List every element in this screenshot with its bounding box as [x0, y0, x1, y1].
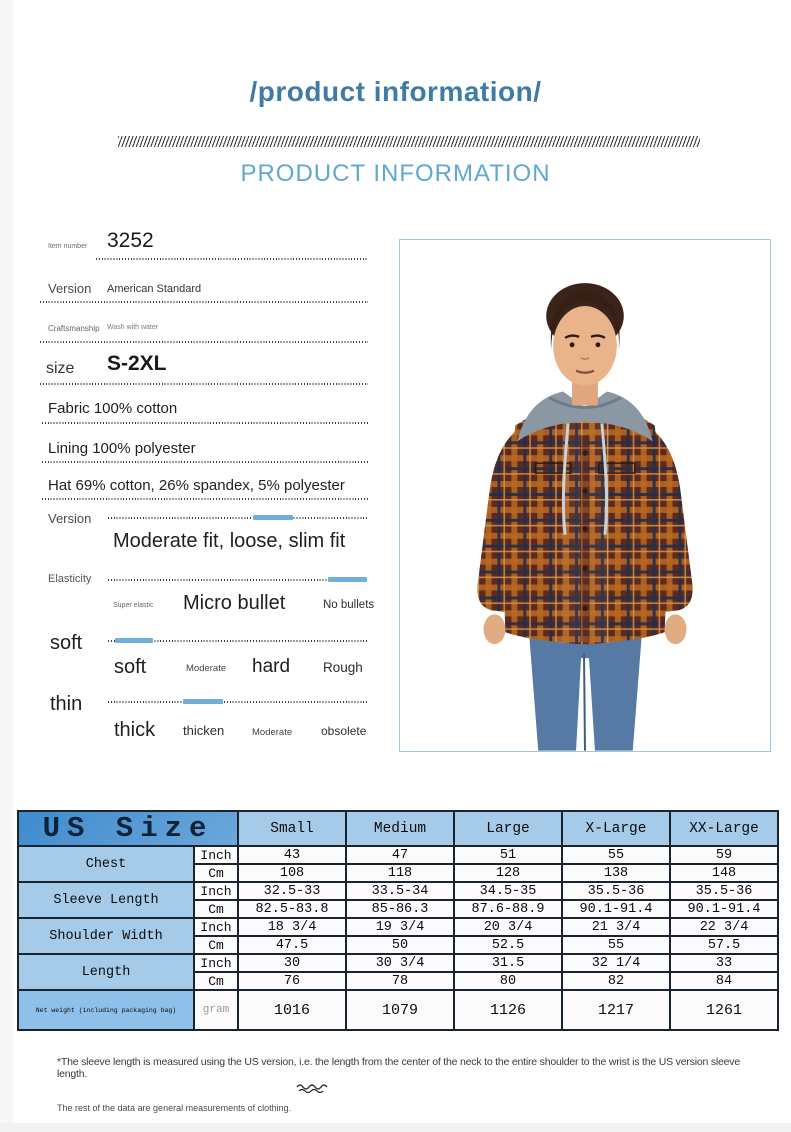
column-header-large: Large — [454, 811, 562, 846]
item-number-label: Item number — [48, 243, 88, 250]
softness-option-moderate: Moderate — [186, 663, 227, 674]
unit-cell: Inch — [194, 882, 238, 900]
thickness-option-thick: thick — [114, 719, 156, 741]
value-cell: 76 — [238, 972, 346, 990]
value-cell: 84 — [670, 972, 778, 990]
value-cell: 30 3/4 — [346, 954, 454, 972]
unit-cell: Cm — [194, 900, 238, 918]
table-header-row — [18, 811, 778, 846]
divider-line — [96, 258, 368, 260]
value-cell: 90.1-91.4 — [670, 900, 778, 918]
unit-cell: Cm — [194, 936, 238, 954]
column-header-medium: Medium — [346, 811, 454, 846]
table-row — [18, 954, 778, 972]
value-cell: 1126 — [454, 990, 562, 1030]
size-label: size — [46, 360, 75, 377]
hat-line: Hat 69% cotton, 26% spandex, 5% polyester — [48, 477, 345, 494]
product-photo — [399, 239, 771, 752]
unit-cell: Cm — [194, 972, 238, 990]
divider-line — [42, 461, 368, 463]
value-cell: 148 — [670, 864, 778, 882]
unit-cell: Inch — [194, 918, 238, 936]
value-cell: 108 — [238, 864, 346, 882]
craftsmanship-label: Craftsmanship — [48, 324, 100, 333]
value-cell: 55 — [562, 936, 670, 954]
softness-slider-indicator — [115, 638, 153, 643]
thickness-slider-indicator — [183, 699, 223, 704]
value-cell: 82 — [562, 972, 670, 990]
table-row — [18, 990, 778, 1030]
value-cell: 22 3/4 — [670, 918, 778, 936]
softness-slider-track — [108, 640, 368, 642]
elasticity-slider-track — [108, 579, 368, 581]
unit-cell: Inch — [194, 846, 238, 864]
page-subtitle: PRODUCT INFORMATION — [240, 160, 551, 187]
fabric-line: Fabric 100% cotton — [48, 400, 178, 417]
column-header-small: Small — [238, 811, 346, 846]
softness-option-soft: soft — [114, 656, 147, 678]
bottom-edge-strip — [0, 1123, 791, 1132]
elasticity-label: Elasticity — [48, 573, 92, 585]
fit-slider-track — [108, 517, 368, 519]
value-cell: 47 — [346, 846, 454, 864]
thickness-option-moderate: Moderate — [252, 727, 293, 738]
row-label-length: Length — [18, 954, 194, 990]
us-size-table — [17, 810, 779, 1031]
fit-slider-label: Version — [48, 511, 92, 526]
unit-cell: Cm — [194, 864, 238, 882]
table-row — [18, 918, 778, 936]
row-label-shoulder-width: Shoulder Width — [18, 918, 194, 954]
divider-line — [40, 341, 368, 343]
unit-cell: gram — [194, 990, 238, 1030]
page-title: /product information/ — [249, 76, 542, 107]
thickness-slider-track — [108, 701, 368, 703]
value-cell: 32 1/4 — [562, 954, 670, 972]
divider-line — [42, 422, 368, 424]
value-cell: 35.5-36 — [670, 882, 778, 900]
value-cell: 30 — [238, 954, 346, 972]
value-cell: 33 — [670, 954, 778, 972]
elasticity-option-no-bullets: No bullets — [323, 599, 375, 611]
divider-line — [40, 383, 368, 385]
slash-divider — [118, 136, 700, 147]
divider-line — [40, 301, 368, 303]
value-cell: 1079 — [346, 990, 454, 1030]
value-cell: 31.5 — [454, 954, 562, 972]
thickness-option-obsolete: obsolete — [321, 724, 367, 738]
fit-slider-indicator — [253, 515, 293, 520]
value-cell: 50 — [346, 936, 454, 954]
divider-line — [42, 498, 368, 500]
value-cell: 51 — [454, 846, 562, 864]
fit-value: Moderate fit, loose, slim fit — [113, 530, 346, 552]
column-header-x-large: X-Large — [562, 811, 670, 846]
elasticity-option-micro-bullet: Micro bullet — [183, 592, 286, 614]
value-cell: 78 — [346, 972, 454, 990]
item-number-value: 3252 — [107, 229, 154, 252]
unit-cell: Inch — [194, 954, 238, 972]
softness-option-rough: Rough — [323, 660, 363, 675]
value-cell: 19 3/4 — [346, 918, 454, 936]
craftsmanship-value: Wash with water — [107, 324, 159, 331]
value-cell: 18 3/4 — [238, 918, 346, 936]
value-cell: 55 — [562, 846, 670, 864]
table-title: US Size — [18, 811, 238, 846]
value-cell: 90.1-91.4 — [562, 900, 670, 918]
value-cell: 52.5 — [454, 936, 562, 954]
row-label-sleeve-length: Sleeve Length — [18, 882, 194, 918]
value-cell: 34.5-35 — [454, 882, 562, 900]
scribble-mark — [296, 1083, 330, 1093]
elasticity-option-super-elastic: Super elastic — [113, 602, 154, 609]
size-value: S-2XL — [107, 352, 167, 375]
footnote-general-measurements: The rest of the data are general measurements of clothing. — [57, 1103, 292, 1113]
value-cell: 80 — [454, 972, 562, 990]
value-cell: 85-86.3 — [346, 900, 454, 918]
lining-line: Lining 100% polyester — [48, 440, 196, 457]
value-cell: 32.5-33 — [238, 882, 346, 900]
table-row — [18, 882, 778, 900]
value-cell: 35.5-36 — [562, 882, 670, 900]
value-cell: 82.5-83.8 — [238, 900, 346, 918]
version-label: Version — [48, 281, 92, 296]
value-cell: 128 — [454, 864, 562, 882]
elasticity-slider-indicator — [328, 577, 367, 582]
value-cell: 1217 — [562, 990, 670, 1030]
model-illustration — [400, 240, 770, 751]
value-cell: 87.6-88.9 — [454, 900, 562, 918]
value-cell: 43 — [238, 846, 346, 864]
value-cell: 33.5-34 — [346, 882, 454, 900]
row-label-chest: Chest — [18, 846, 194, 882]
value-cell: 118 — [346, 864, 454, 882]
value-cell: 1016 — [238, 990, 346, 1030]
version-value: American Standard — [107, 283, 202, 295]
thickness-label: thin — [50, 693, 83, 715]
value-cell: 57.5 — [670, 936, 778, 954]
table-row — [18, 846, 778, 864]
softness-option-hard: hard — [252, 656, 291, 677]
column-header-xx-large: XX-Large — [670, 811, 778, 846]
row-label-net-weight: Net weight (including packaging bag) — [18, 990, 194, 1030]
value-cell: 138 — [562, 864, 670, 882]
footnote-sleeve-length: *The sleeve length is measured using the US version, i.e. the length from the center of the neck to the entire shoulder to the wrist is the US version sleeve length. — [57, 1056, 740, 1080]
value-cell: 1261 — [670, 990, 778, 1030]
thickness-option-thicken: thicken — [183, 723, 225, 738]
softness-label: soft — [50, 632, 83, 654]
value-cell: 59 — [670, 846, 778, 864]
value-cell: 21 3/4 — [562, 918, 670, 936]
value-cell: 20 3/4 — [454, 918, 562, 936]
value-cell: 47.5 — [238, 936, 346, 954]
